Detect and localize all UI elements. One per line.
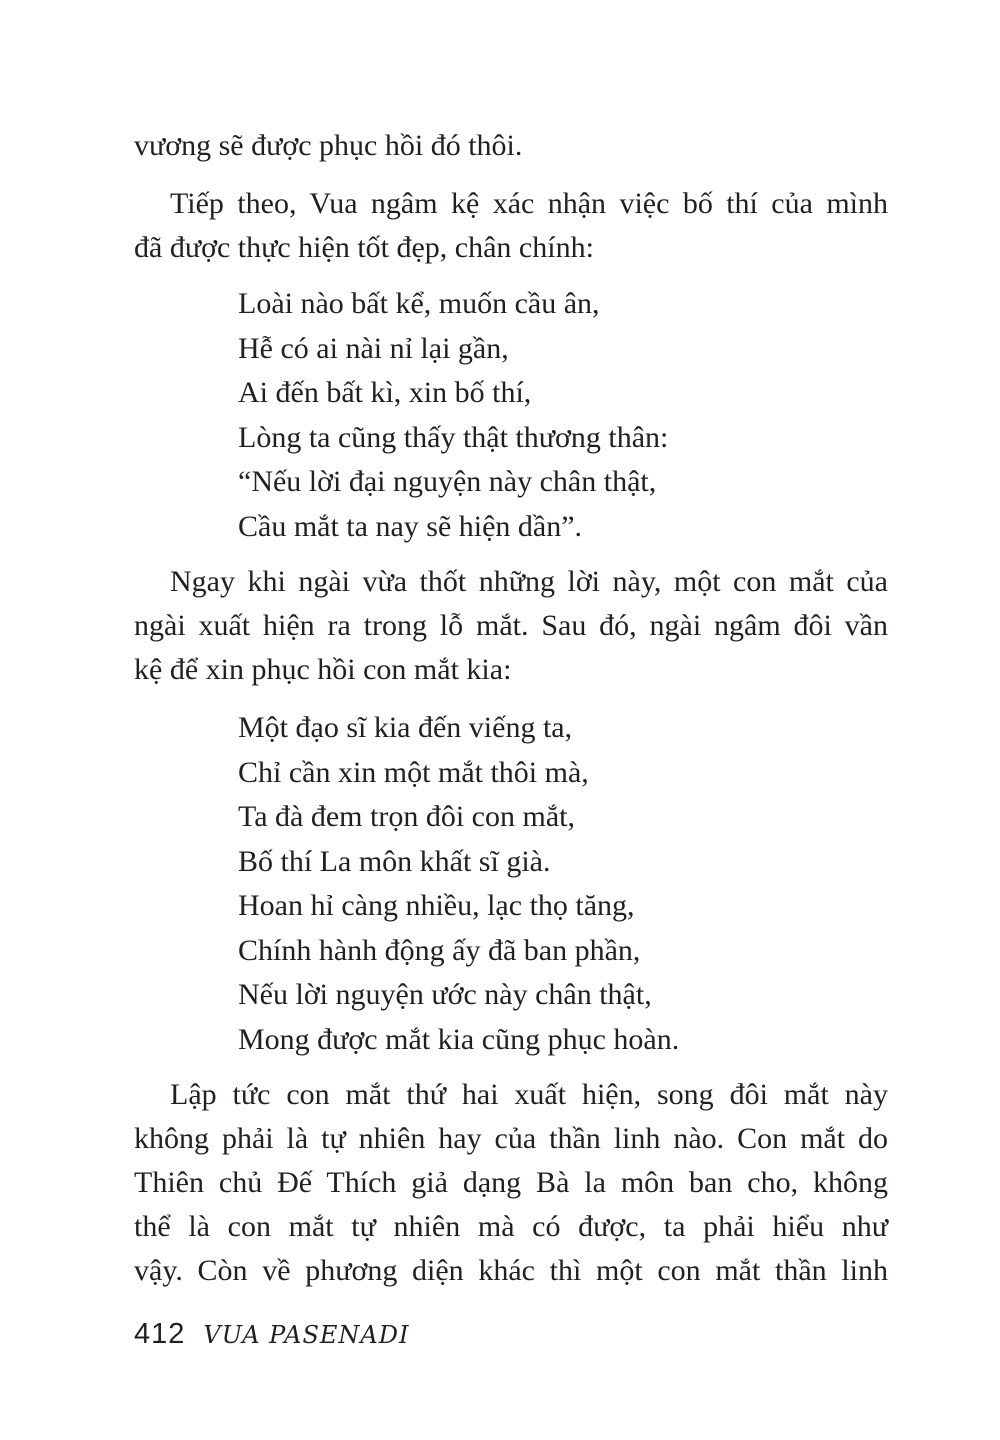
text-line: ngài xuất hiện ra trong lỗ mắt. Sau đó, ngài ngâm đôi vần	[134, 609, 888, 642]
page-footer	[134, 1318, 409, 1358]
text-line: vậy. Còn về phương diện khác thì một con mắt thần linh	[134, 1254, 888, 1287]
page-number: 412	[134, 1318, 186, 1350]
text-line: Ngay khi ngài vừa thốt những lời này, một con mắt của	[170, 565, 888, 598]
running-title: VUA PASENADI	[203, 1321, 410, 1349]
verse-line: Ta đà đem trọn đôi con mắt,	[238, 800, 575, 833]
verse-line: Bố thí La môn khất sĩ già.	[238, 844, 551, 878]
paragraph	[134, 182, 888, 270]
verse-line: Mong được mắt kia cũng phục hoàn.	[238, 1022, 680, 1056]
text-line: Lập tức con mắt thứ hai xuất hiện, song đôi mắt này	[170, 1078, 888, 1111]
verse-line: Chính hành động ấy đã ban phần,	[238, 933, 641, 967]
verse-line: Chỉ cần xin một mắt thôi mà,	[238, 755, 589, 789]
text-line: đã được thực hiện tốt đẹp, chân chính:	[134, 231, 594, 264]
text-line: kệ để xin phục hồi con mắt kia:	[134, 653, 512, 686]
verse-stanza	[238, 706, 679, 1062]
text-line: thể là con mắt tự nhiên mà có được, ta phải hiểu như	[134, 1210, 888, 1243]
verse-line: “Nếu lời đại nguyện này chân thật,	[238, 465, 657, 498]
text-line: Tiếp theo, Vua ngâm kệ xác nhận việc bố thí của mình	[170, 187, 888, 220]
verse-line: Hễ có ai nài nỉ lại gần,	[238, 331, 509, 365]
text-line: Thiên chủ Đế Thích giả dạng Bà la môn ban cho, không	[134, 1166, 888, 1199]
paragraph	[134, 1073, 888, 1293]
verse-line: Hoan hỉ càng nhiều, lạc thọ tăng,	[238, 889, 635, 922]
verse-line: Ai đến bất kì, xin bố thí,	[238, 376, 532, 409]
text-line: không phải là tự nhiên hay của thần linh nào. Con mắt do	[134, 1122, 888, 1155]
verse-stanza	[238, 282, 668, 549]
verse-line: Cầu mắt ta nay sẽ hiện dần”.	[238, 509, 583, 543]
paragraph	[134, 560, 888, 692]
paragraph-continuation	[134, 124, 888, 168]
verse-line: Loài nào bất kể, muốn cầu ân,	[238, 287, 600, 320]
verse-line: Lòng ta cũng thấy thật thương thân:	[238, 420, 669, 454]
verse-line: Nếu lời nguyện ước này chân thật,	[238, 978, 652, 1011]
text-line: vương sẽ được phục hồi đó thôi.	[134, 129, 523, 162]
verse-line: Một đạo sĩ kia đến viếng ta,	[238, 711, 573, 744]
